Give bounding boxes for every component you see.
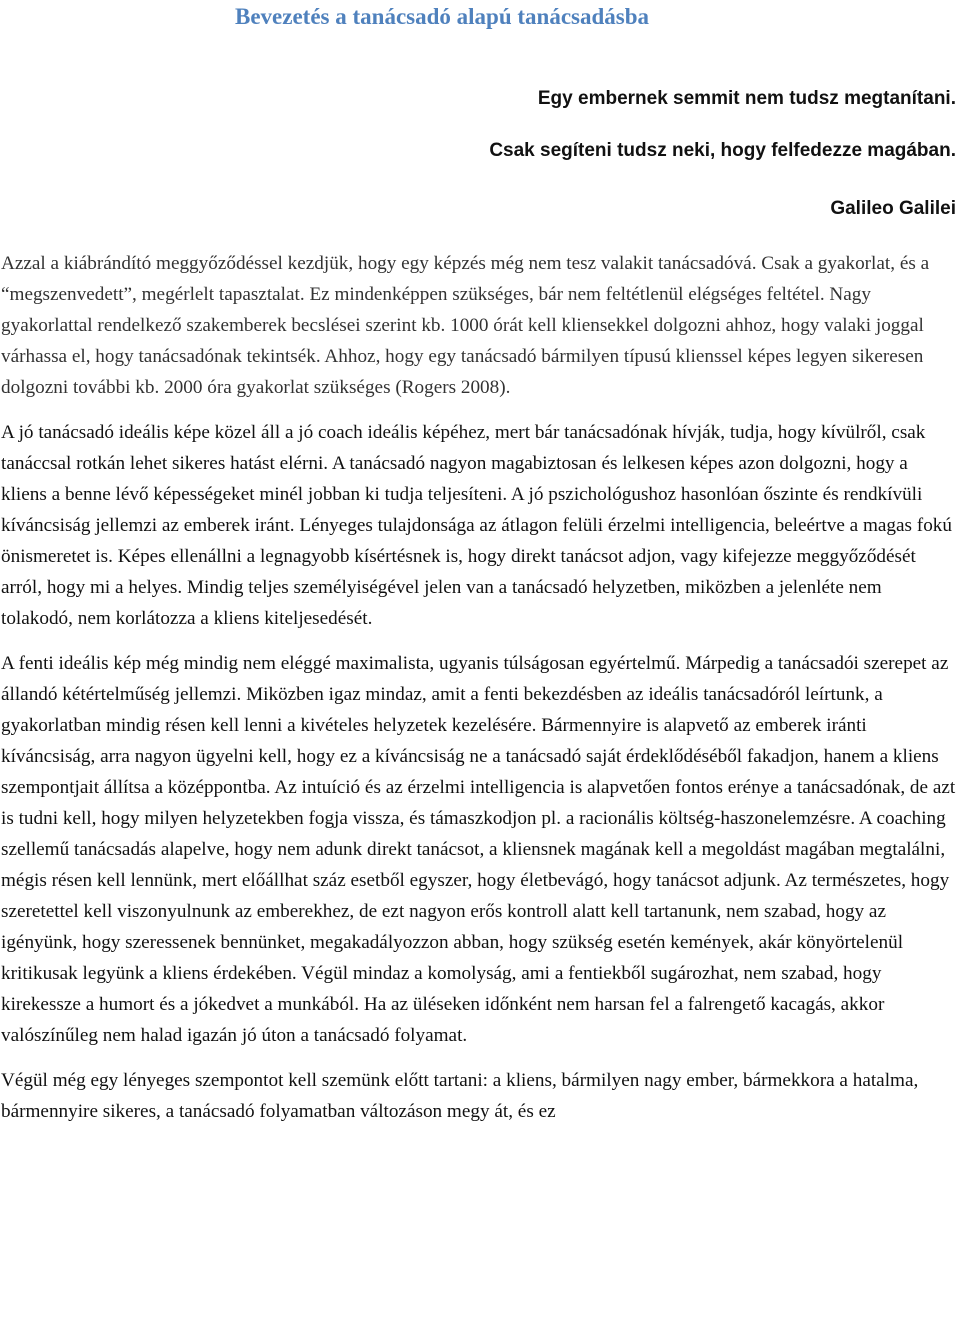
epigraph-line-2: Csak segíteni tudsz neki, hogy felfedezze magában.: [489, 140, 956, 161]
paragraph-3: A fenti ideális kép még mindig nem eléggé maximalista, ugyanis túlságosan egyértelmű. Márpedig a tanácsadói szerepet az állandó kétértelműség jellemzi. Miközben igaz mindaz, amit a fenti bekezdésben az ideális tanácsadóról leírtunk, a gyakorlatban mindig résen kell lenni a kivételes helyzetek kezelésére. Bármennyire is alapvető az emberek iránti kíváncsiság, arra nagyon ügyelni kell, hogy ez a kíváncsiság ne a tanácsadó saját érdeklődéséből fakadjon, hanem a kliens szempontjait állítsa a középpontba. Az intuíció és az érzelmi intelligencia is alapvetően fontos erénye a tanácsadónak, de azt is tudni kell, hogy milyen helyzetekben fogja vissza, és támaszkodjon pl. a racionális költség-haszonelemzésre. A coaching szellemű tanácsadás alapelve, hogy nem adunk direkt tanácsot, a kliensnek magának kell a megoldást magában megtalálni, mégis résen kell lennünk, mert előállhat száz esetből egyszer, hogy életbevágó, hogy tanácsot adjunk. Az természetes, hogy szeretettel kell viszonyulnunk az emberekhez, de ezt nagyon erős kontroll alatt kell tartanunk, nem szabad, hogy az igényünk, hogy szeressenek bennünket, megakadályozzon abban, hogy szükség esetén kemények, akár könyörtelenül kritikusak legyünk a kliens érdekében. Végül mindaz a komolyság, ami a fentiekből sugározhat, nem szabad, hogy kirekessze a humort és a jókedvet a munkából. Ha az üléseken időnként nem harsan fel a falrengető kacagás, akkor valószínűleg nem halad igazán jó úton a tanácsadó folyamat.: [1, 653, 956, 1046]
body-text: [1, 248, 956, 1127]
paragraph-4: Végül még egy lényeges szempontot kell szemünk előtt tartani: a kliens, bármilyen nagy ember, bármekkora a hatalma, bármennyire sikeres, a tanácsadó folyamatban változáson megy át, és ez: [1, 1070, 919, 1122]
paragraph-1: Azzal a kiábrándító meggyőződéssel kezdjük, hogy egy képzés még nem tesz valakit tanácsadóvá. Csak a gyakorlat, és a “megszenvedett”, megérlelt tapasztalat. Ez mindenképpen szükséges, bár nem feltétlenül elégséges feltétel. Nagy gyakorlattal rendelkező szakemberek becslései szerint kb. 1000 órát kell kliensekkel dolgozni ahhoz, hogy valaki joggal várhassa el, hogy tanácsadónak tekintsék. Ahhoz, hogy egy tanácsadó bármilyen típusú klienssel képes legyen sikeresen dolgozni további kb. 2000 óra gyakorlat szükséges (Rogers 2008).: [1, 253, 930, 398]
paragraph-2: A jó tanácsadó ideális képe közel áll a jó coach ideális képéhez, mert bár tanácsadónak hívják, tudja, hogy kívülről, csak tanáccsal rotkán lehet sikeres hatást elérni. A tanácsadó nagyon magabiztosan és lelkesen képes azon dolgozni, hogy a kliens a benne lévő képességeket minél jobban ki tudja teljesíteni. A jó pszichológushoz hasonlóan őszinte és rendkívüli kíváncsiság jellemzi az emberek iránt. Lényeges tulajdonsága az átlagon felüli érzelmi intelligencia, beleértve a magas fokú önismeretet is. Képes ellenállni a legnagyobb kísértésnek is, hogy direkt tanácsot adjon, vagy kifejezze meggyőződését arról, hogy mi a helyes. Mindig teljes személyiségével jelen van a tanácsadó helyzetben, miközben a jelenléte nem tolakodó, nem korlátozza a kliens kiteljesedését.: [1, 422, 952, 629]
epigraph: [1, 85, 956, 222]
epigraph-author: Galileo Galilei: [830, 198, 956, 219]
epigraph-line-1: Egy embernek semmit nem tudsz megtanítani.: [537, 88, 956, 109]
document-title: Bevezetés a tanácsadó alapú tanácsadásba: [235, 4, 650, 29]
